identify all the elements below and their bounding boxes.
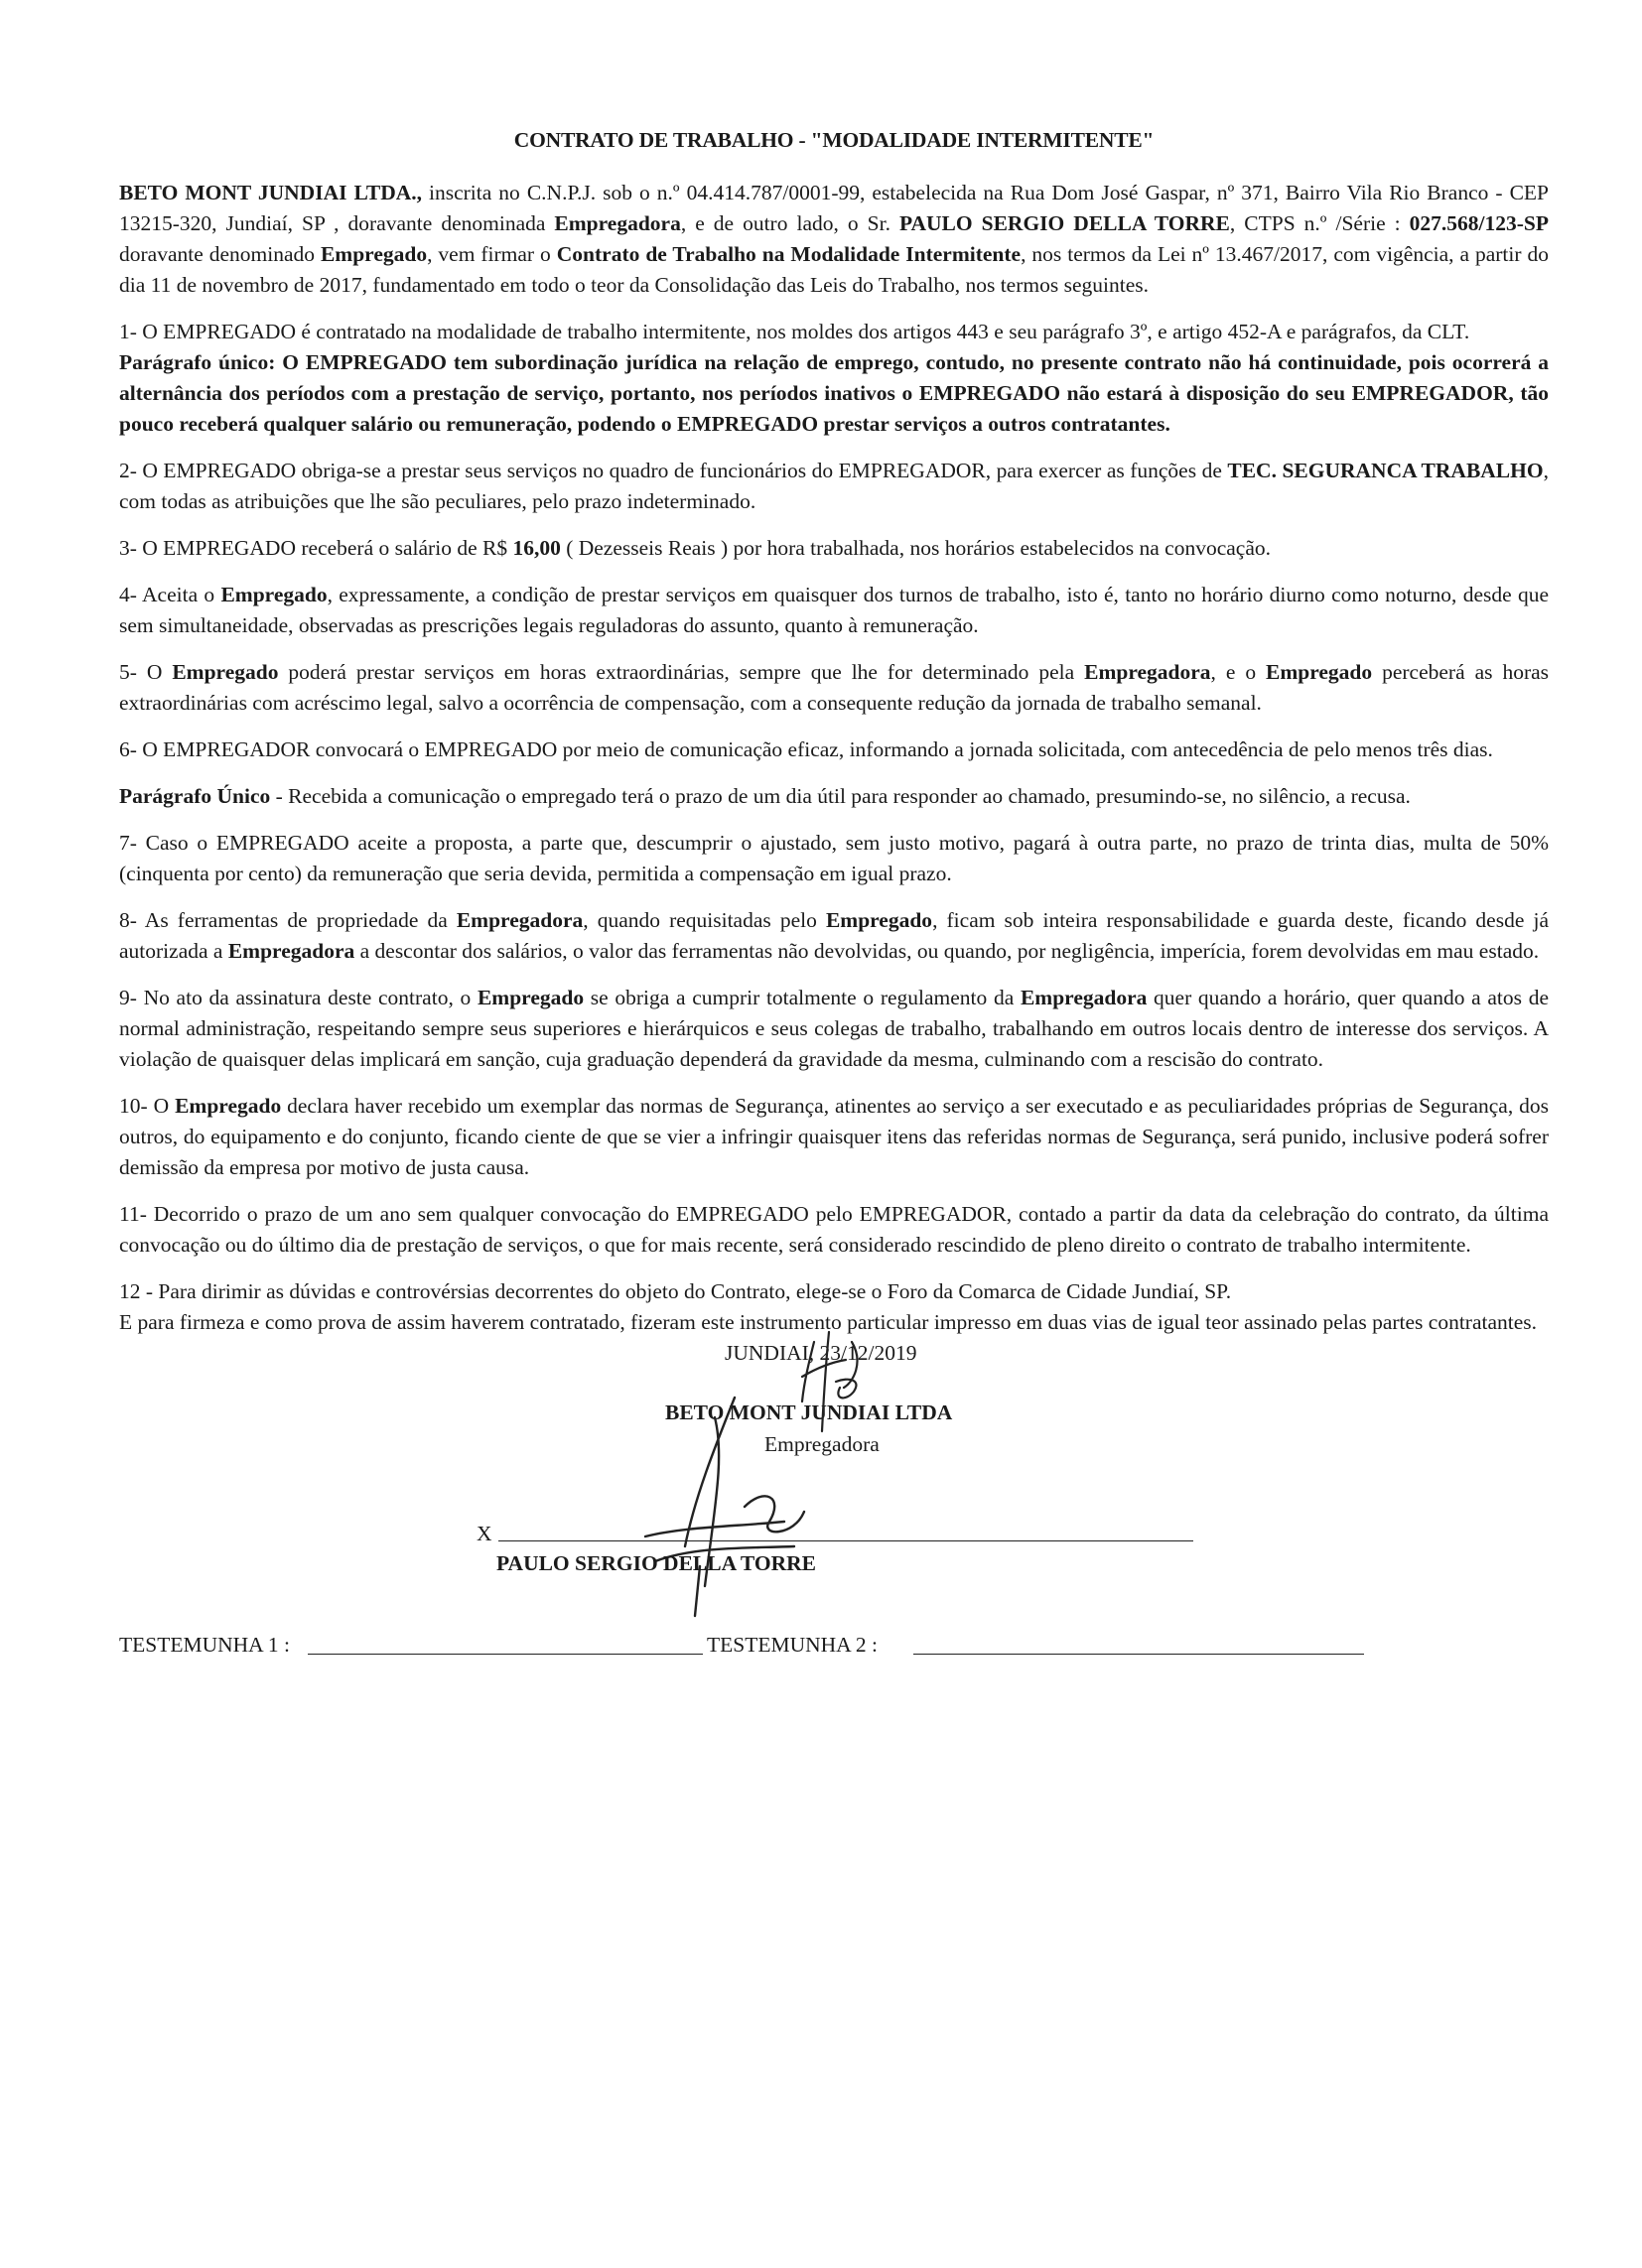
clause-4 — [119, 580, 1549, 641]
clause-5 — [119, 657, 1549, 719]
clause-text: , quando requisitadas pelo — [583, 908, 826, 932]
intro-text: inscrita no C.N.P.J. sob o n.º 04.414.787/0001-99, estabelecida na Rua Dom José Gaspar, nº 371, Bairro Vila Rio Branco - CEP 13215-320, Jundiaí, SP , doravante denominada — [119, 181, 1549, 235]
paragraph-label: Parágrafo Único — [119, 784, 271, 808]
witness-2-line — [913, 1654, 1364, 1655]
paragraph-text: : O EMPREGADO tem subordinação jurídica na relação de emprego, contudo, no presente contrato não há continuidade, pois ocorrerá a alternância dos períodos com a prestação de serviço, portanto, nos períodos inativos o EMPREGADO não estará à disposição do seu EMPREGADOR, tão pouco receberá qualquer salário ou remuneração, podendo o EMPREGADO prestar serviços a outros contratantes. — [119, 350, 1550, 436]
clause-text: 10- O — [119, 1094, 176, 1118]
clause-10 — [119, 1091, 1549, 1183]
employer-term: Empregadora — [227, 939, 355, 963]
employee-signature-name: PAULO SERGIO DELLA TORRE — [496, 1551, 816, 1575]
clause-text: a descontar dos salários, o valor das ferramentas não devolvidas, ou quando, por negligência, imperícia, forem devolvidas em mau estado. — [354, 939, 1540, 963]
clause-3 — [119, 533, 1549, 564]
clause-text: 5- O — [119, 660, 173, 684]
job-role: TEC. SEGURANCA TRABALHO — [1227, 459, 1544, 482]
clause-11: 11- Decorrido o prazo de um ano sem qualquer convocação do EMPREGADO pelo EMPREGADOR, contado a partir da data da celebração do contrato, da última convocação ou do último dia de prestação de serviços, o que for mais recente, será considerado rescindido de pleno direito o contrato de trabalho intermitente. — [119, 1202, 1549, 1257]
clause-6-paragraph — [119, 781, 1549, 812]
document-title: CONTRATO DE TRABALHO - "MODALIDADE INTERMITENTE" — [513, 128, 1155, 152]
witness-2-label: TESTEMUNHA 2 : — [707, 1633, 878, 1657]
ctps-number: 027.568/123-SP — [1409, 211, 1549, 235]
company-role: Empregadora — [764, 1432, 880, 1456]
employee-term: Empregado — [477, 986, 585, 1009]
clause-text: perceberá as horas extraordinárias com acréscimo legal, salvo a ocorrência de compensação, com a consequente redução da jornada de trabalho semanal. — [119, 660, 1550, 715]
clause-12: 12 - Para dirimir as dúvidas e controvérsias decorrentes do objeto do Contrato, elege-se o Foro da Comarca de Cidade Jundiaí, SP. — [119, 1279, 1232, 1303]
employee-name: PAULO SERGIO DELLA TORRE — [898, 211, 1230, 235]
clause-1: 1- O EMPREGADO é contratado na modalidade de trabalho intermitente, nos moldes dos artigos 443 e seu parágrafo 3º, e artigo 452-A e parágrafos, da CLT. — [119, 320, 1470, 343]
intro-paragraph — [119, 178, 1549, 301]
place-date: JUNDIAI, 23/12/2019 — [725, 1341, 917, 1365]
employee-term: Empregado — [220, 583, 328, 606]
clause-text: 3- O EMPREGADO receberá o salário de R$ — [119, 536, 513, 560]
employee-term: Empregado — [175, 1094, 282, 1118]
clause-text: , com todas as atribuições que lhe são peculiares, pelo prazo indeterminado. — [119, 459, 1549, 513]
salary-value: 16,00 — [512, 536, 561, 560]
clause-1-paragraph — [119, 347, 1549, 440]
closing-paragraph: E para firmeza e como prova de assim haverem contratado, fizeram este instrumento particular impresso em duas vias de igual teor assinado pelas partes contratantes. — [119, 1310, 1538, 1334]
contract-name: Contrato de Trabalho na Modalidade Intermitente — [556, 242, 1022, 266]
employee-signature-line — [498, 1540, 1193, 1541]
clause-7: 7- Caso o EMPREGADO aceite a proposta, a parte que, descumprir o ajustado, sem justo motivo, pagará à outra parte, no prazo de trinta dias, multa de 50% (cinquenta por cento) da remuneração que seria devida, permitida a compensação em igual prazo. — [119, 831, 1549, 885]
intro-text: , CTPS n.º /Série : — [1229, 211, 1410, 235]
employee-term: Empregado — [1266, 660, 1373, 684]
clause-text: 2- O EMPREGADO obriga-se a prestar seus serviços no quadro de funcionários do EMPREGADOR, para exercer as funções de — [119, 459, 1228, 482]
paragraph-label: Parágrafo único — [119, 350, 269, 374]
clause-text: quer quando a horário, quer quando a atos de normal administração, respeitando sempre seus superiores e hierárquicos e seus colegas de trabalho, trabalhando em outros locais dentro de interesse dos serviços. A violação de quaisquer delas implicará em sanção, cuja graduação dependerá da gravidade da mesma, culminando com a rescisão do contrato. — [119, 986, 1549, 1071]
employer-term: Empregadora — [456, 908, 584, 932]
employee-term: Empregado — [825, 908, 933, 932]
witness-1-label: TESTEMUNHA 1 : — [119, 1633, 290, 1657]
clause-text: se obriga a cumprir totalmente o regulamento da — [584, 986, 1021, 1009]
clause-text: , expressamente, a condição de prestar serviços em quaisquer dos turnos de trabalho, isto é, tanto no horário diurno como noturno, desde que sem simultaneidade, observadas as prescrições legais reguladoras do assunto, quanto à remuneração. — [119, 583, 1549, 637]
intro-text: , e de outro lado, o Sr. — [680, 211, 899, 235]
clause-text: ( Dezesseis Reais ) por hora trabalhada, nos horários estabelecidos na convocação. — [560, 536, 1272, 560]
clause-9 — [119, 983, 1549, 1075]
intro-text: , vem firmar o — [427, 242, 557, 266]
intro-text: doravante denominado — [119, 242, 321, 266]
signature-area — [119, 1338, 1549, 1666]
clause-text: 9- No ato da assinatura deste contrato, o — [119, 986, 478, 1009]
paragraph-text: - Recebida a comunicação o empregado terá o prazo de um dia útil para responder ao chamado, presumindo-se, no silêncio, a recusa. — [270, 784, 1411, 808]
employee-term: Empregado — [172, 660, 279, 684]
contract-document — [119, 119, 1549, 1666]
company-name: BETO MONT JUNDIAI LTDA., — [119, 181, 422, 204]
clause-2 — [119, 456, 1549, 517]
clause-text: 4- Aceita o — [119, 583, 221, 606]
signature-x-mark: X — [477, 1522, 492, 1545]
clause-text: poderá prestar serviços em horas extraordinárias, sempre que lhe for determinado pela — [278, 660, 1085, 684]
witness-1-line — [308, 1654, 703, 1655]
employer-term: Empregadora — [1084, 660, 1211, 684]
clause-text: , ficam sob inteira responsabilidade e guarda deste, ficando desde já autorizada a — [119, 908, 1549, 963]
company-signature-name: BETO MONT JUNDIAI LTDA — [665, 1401, 953, 1424]
intro-text: , nos termos da Lei nº 13.467/2017, com vigência, a partir do dia 11 de novembro de 2017, fundamentado em todo o teor da Consolidação das Leis do Trabalho, nos termos seguintes. — [119, 242, 1549, 297]
clause-8 — [119, 905, 1549, 967]
employer-term: Empregadora — [1020, 986, 1148, 1009]
clause-text: , e o — [1210, 660, 1267, 684]
clause-6: 6- O EMPREGADOR convocará o EMPREGADO por meio de comunicação eficaz, informando a jornada solicitada, com antecedência de pelo menos três dias. — [119, 737, 1493, 761]
clause-text: declara haver recebido um exemplar das normas de Segurança, atinentes ao serviço a ser executado e as peculiaridades próprias de Segurança, dos outros, do equipamento e do conjunto, ficando ciente de que se vier a infringir quaisquer itens das referidas normas de Segurança, será punido, inclusive poderá sofrer demissão da empresa por motivo de justa causa. — [119, 1094, 1549, 1179]
employee-term: Empregado — [320, 242, 428, 266]
employer-term: Empregadora — [554, 211, 681, 235]
clause-text: 8- As ferramentas de propriedade da — [119, 908, 457, 932]
